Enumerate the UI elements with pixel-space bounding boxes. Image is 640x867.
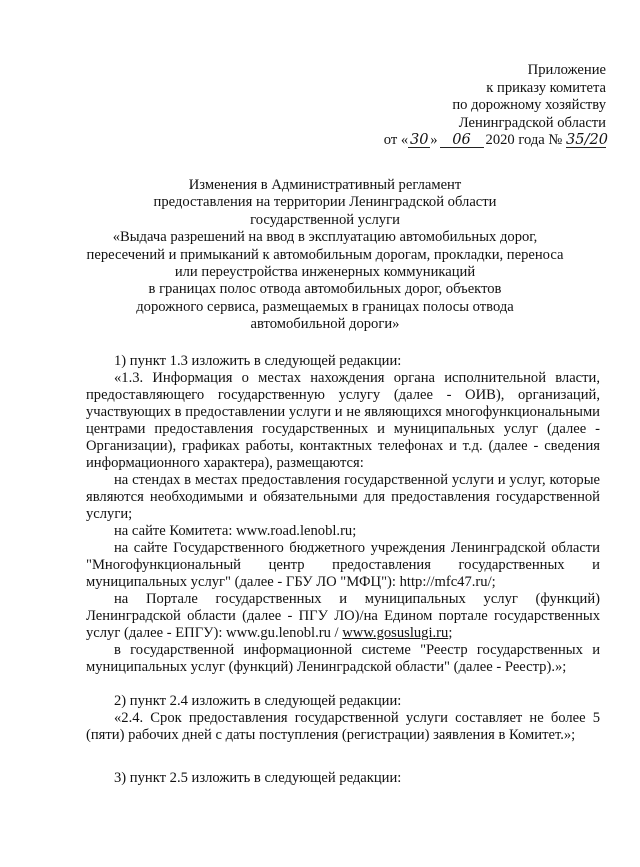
appendix-line: Ленинградской области — [458, 114, 606, 131]
title-line: дорожного сервиса, размещаемых в границах полосы отвода — [136, 298, 514, 315]
paragraph: на сайте Государственного бюджетного учреждения Ленинградской области "Многофункциональный центр предоставления государственных и муниципальных услуг" (далее - ГБУ ЛО "МФЦ"): http://mfc47.ru/; — [86, 540, 600, 590]
order-date-line — [306, 131, 609, 150]
year-text: 2020 года № — [485, 132, 563, 149]
document-body — [86, 353, 600, 787]
handwritten-day: 30 — [409, 131, 429, 149]
appendix-line: к приказу комитета — [486, 79, 606, 96]
title-line: государственной услуги — [250, 211, 400, 228]
paragraph: на стендах в местах предоставления государственной услуги и услуг, которые являются необходимыми и обязательными для предоставления государственной услуги; — [86, 472, 600, 522]
date-mid: » — [430, 132, 438, 149]
handwritten-month: 06 — [440, 132, 484, 148]
title-line: Изменения в Административный регламент — [188, 177, 462, 193]
spacer — [86, 676, 600, 693]
paragraph: «1.3. Информация о местах нахождения органа исполнительной власти, предоставляющего государственную услугу (далее - ОИВ), организаций, участвующих в предоставлении услуги и не являющихся многофункциональными центрами предоставления государственных и муниципальных услуг (далее - Организации), графиках работы, контактных телефонах и т.д. (далее - сведения информационного характера), размещаются: — [86, 370, 600, 471]
title-line: «Выдача разрешений на ввод в эксплуатацию автомобильных дорог, — [112, 229, 538, 246]
appendix-line: по дорожному хозяйству — [452, 97, 606, 114]
title-line: предоставления на территории Ленинградской области — [153, 194, 497, 211]
portal-text: на Портале государственных и муниципальных услуг (функций) Ленинградской области (далее - ПГУ ЛО)/на Едином портале государственных услуг (далее - ЕПГУ): www.gu.lenobl.ru / — [86, 591, 600, 641]
item-heading: 2) пункт 2.4 изложить в следующей редакции: — [114, 693, 402, 709]
paragraph: «2.4. Срок предоставления государственной услуги составляет не более 5 (пяти) рабочих дней с даты поступления (регистрации) заявления в Комитет.»; — [86, 710, 600, 743]
title-line: пересечений и примыканий к автомобильным дорогам, прокладки, переноса — [86, 246, 564, 263]
title-line: автомобильной дороги» — [250, 316, 400, 333]
paragraph: на сайте Комитета: www.road.lenobl.ru; — [114, 523, 357, 539]
item-heading: 1) пункт 1.3 изложить в следующей редакции: — [114, 353, 402, 369]
paragraph: в государственной информационной системе "Реестр государственных и муниципальных услуг (функций) Ленинградской области" (далее - Реестр).»; — [86, 642, 600, 675]
paragraph — [86, 591, 600, 642]
appendix-header — [306, 62, 609, 150]
appendix-line: Приложение — [527, 62, 606, 78]
item-heading: 3) пункт 2.5 изложить в следующей редакции: — [114, 770, 402, 786]
date-prefix: от « — [383, 132, 409, 149]
handwritten-order-number: 35/20 — [566, 131, 609, 149]
title-line: в границах полос отвода автомобильных дорог, объектов — [148, 281, 502, 298]
document-title — [80, 177, 570, 334]
title-line: или переустройства инженерных коммуникаций — [174, 264, 476, 281]
spacer — [86, 744, 600, 770]
gosuslugi-link[interactable]: www.gosuslugi.ru — [342, 625, 449, 641]
portal-text-end: ; — [448, 625, 453, 641]
